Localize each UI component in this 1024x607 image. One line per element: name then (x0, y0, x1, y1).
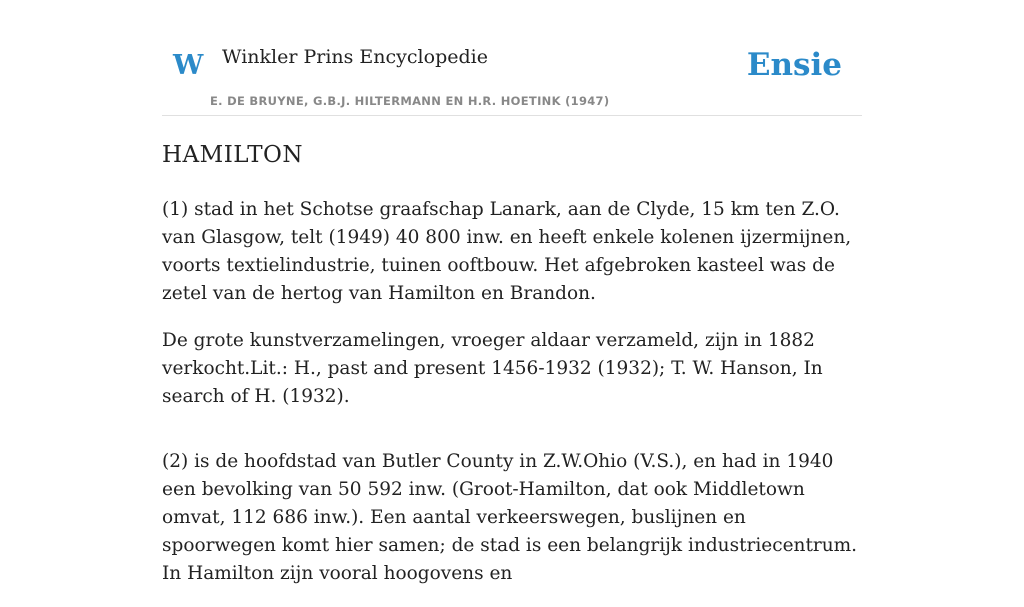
publication-authors: E. DE BRUYNE, G.B.J. HILTERMANN EN H.R. HOETINK (1947) (210, 94, 610, 108)
ensie-brand-logo[interactable]: Ensie (746, 47, 842, 83)
publication-logo[interactable]: W (173, 50, 204, 81)
article-paragraph: De grote kunstverzamelingen, vroeger aldaar verzameld, zijn in 1882 verkocht.Lit.: H., past and present 1456-1932 (1932); T. W. Hanson, In search of H. (1932). (162, 330, 823, 407)
article-paragraph: (2) is de hoofdstad van Butler County in Z.W.Ohio (V.S.), en had in 1940 een bevolking van 50 592 inw. (Groot-Hamilton, dat ook Middletown omvat, 112 686 inw.). Een aantal verkeerswegen, buslijnen en spoorwegen komt hier samen; de stad is een belangrijk industriecentrum. In Hamilton zijn vooral hoogovens en (162, 451, 858, 584)
article-headword: HAMILTON (162, 142, 304, 168)
article-paragraph: (1) stad in het Schotse graafschap Lanark, aan de Clyde, 15 km ten Z.O. van Glasgow, telt (1949) 40 800 inw. en heeft enkele kolenen ijzermijnen, voorts textielindustrie, tuinen ooftbouw. Het afgebroken kasteel was de zetel van de hertog van Hamilton en Brandon. (162, 199, 852, 304)
publication-title[interactable]: Winkler Prins Encyclopedie (222, 46, 488, 68)
article-body (162, 140, 862, 607)
publication-header (162, 40, 862, 116)
